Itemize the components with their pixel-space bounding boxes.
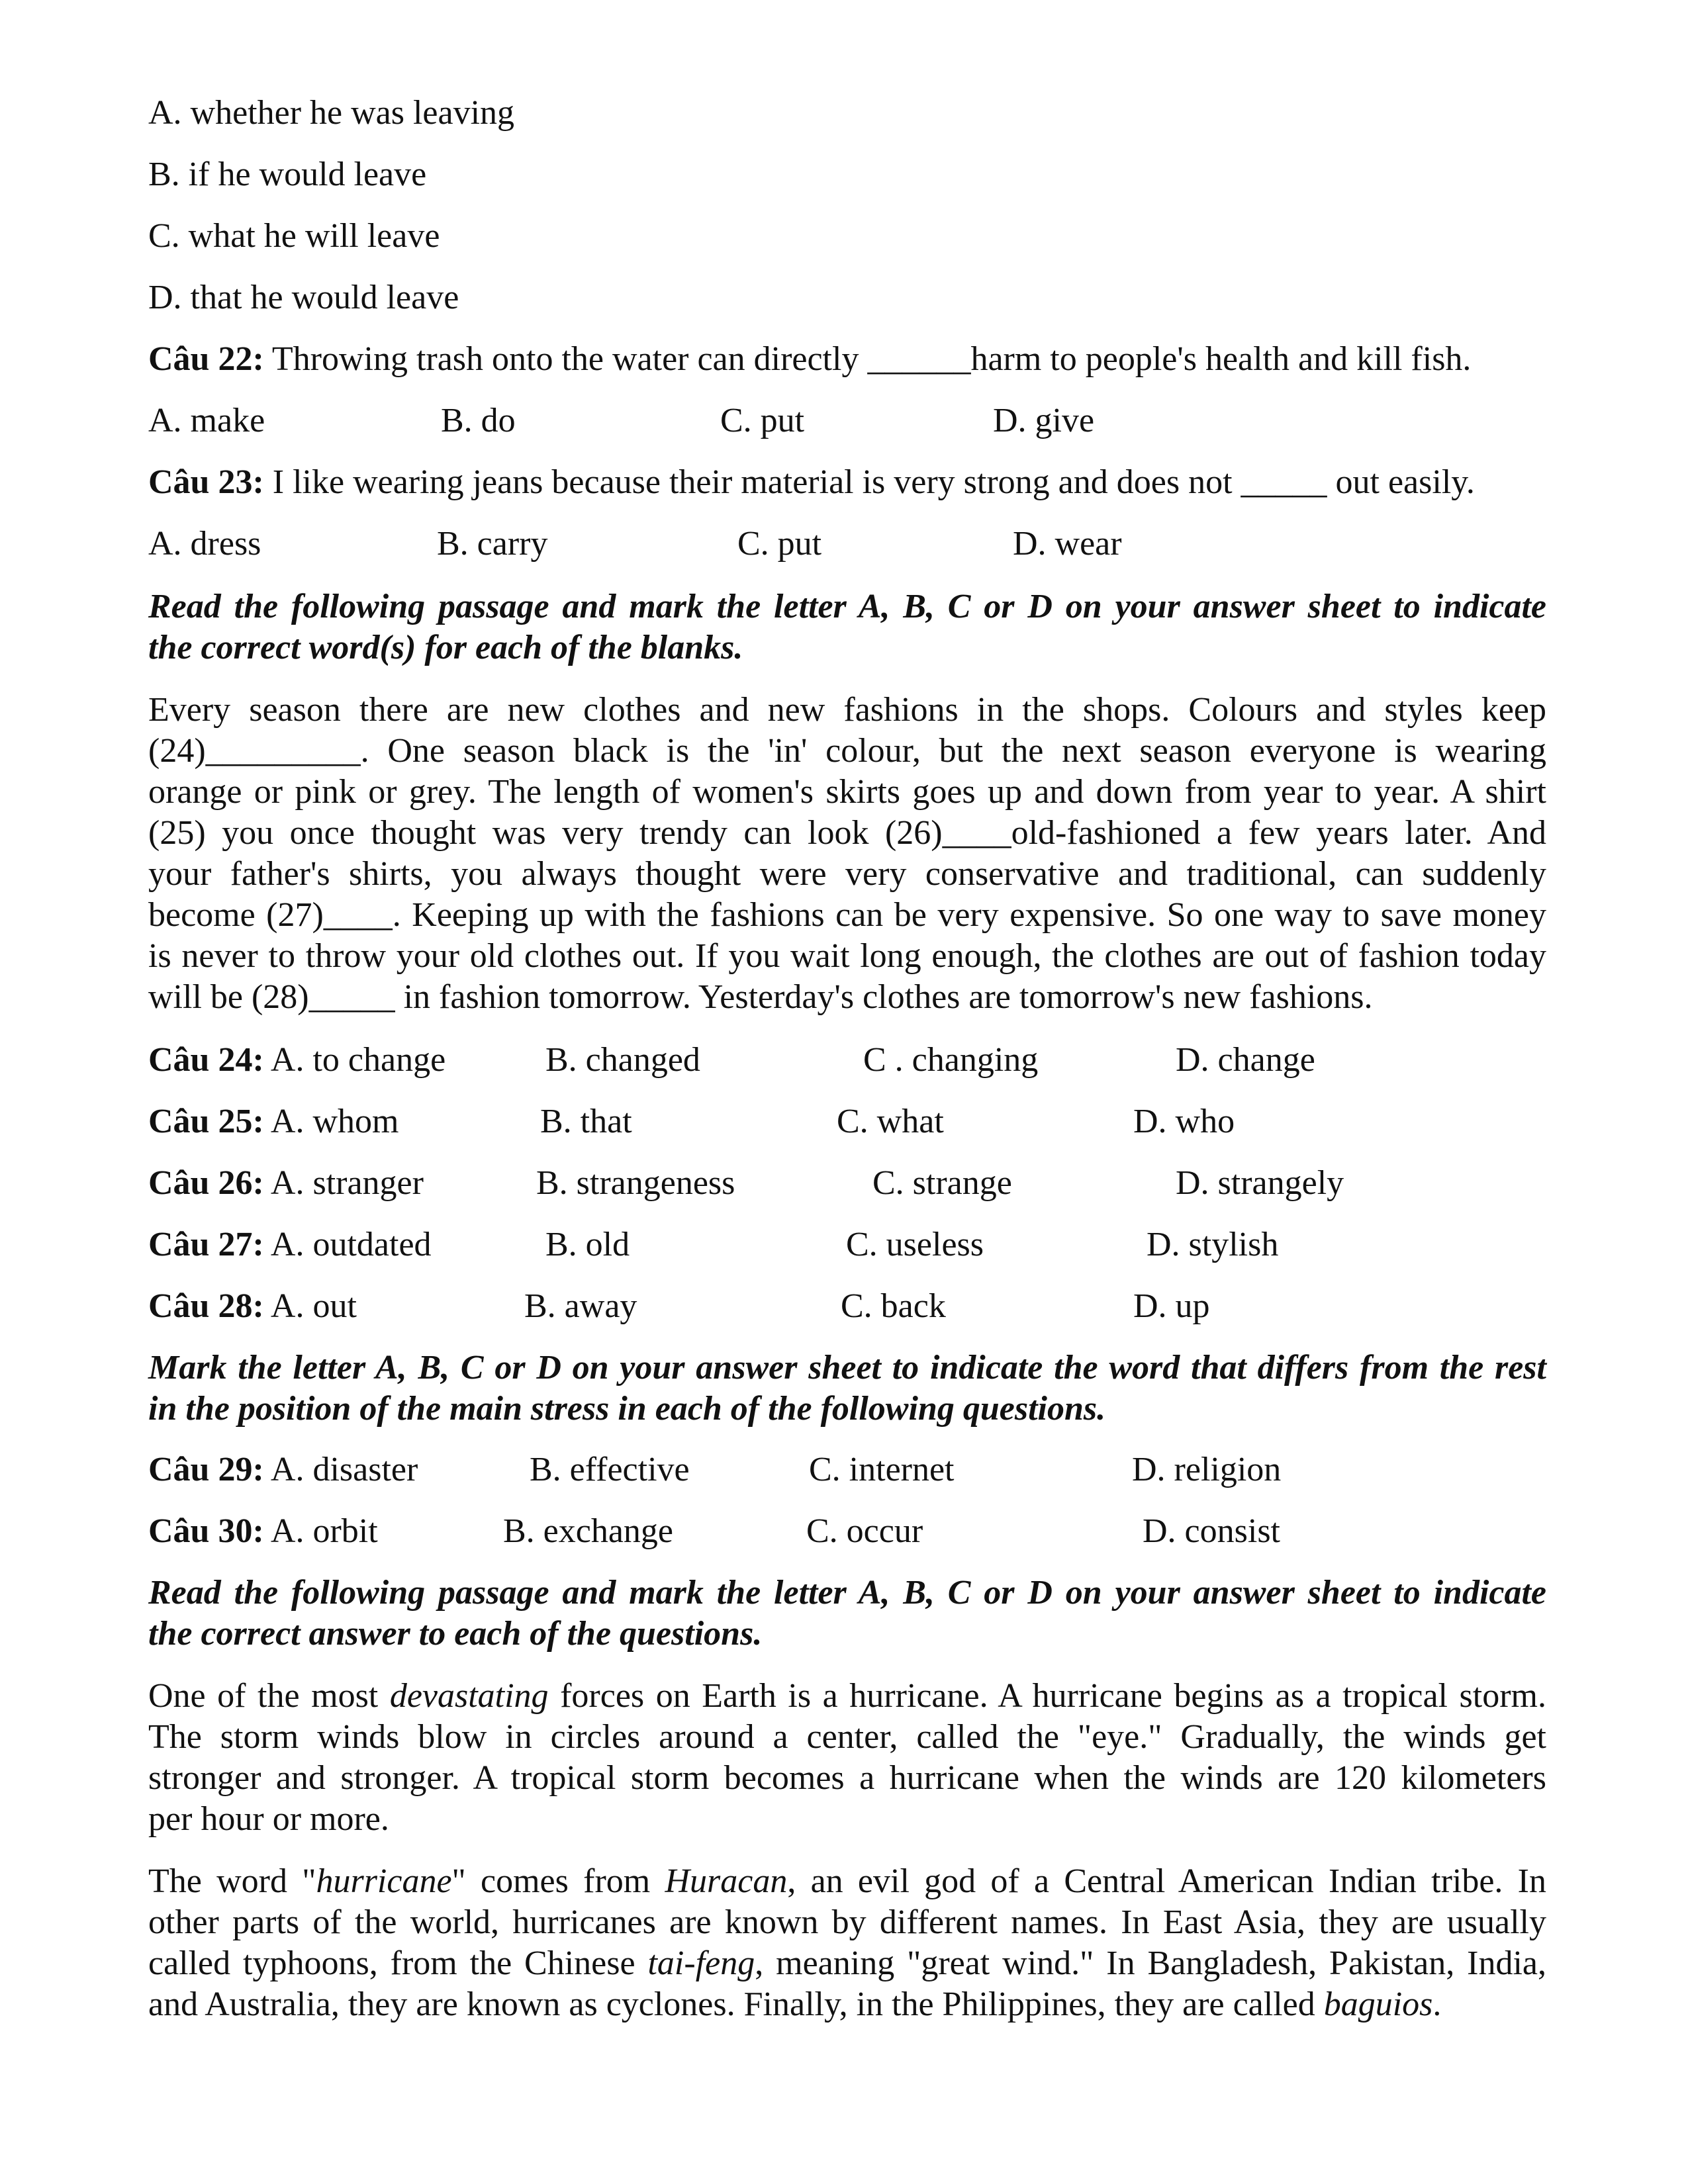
q28-option-b: B. away (524, 1287, 637, 1325)
q28-option-c: C. back (841, 1287, 946, 1325)
text-run: One of the most (148, 1677, 390, 1715)
text-run: called typhoons, from the Chinese (148, 1944, 648, 1982)
q24-option-c: C . changing (863, 1041, 1039, 1079)
q27-option-c: C. useless (846, 1226, 984, 1263)
passage-line (148, 1943, 1546, 1984)
emphasized-word: hurricane (316, 1862, 452, 1900)
q30-option-c: C. occur (806, 1512, 923, 1550)
instruction-cloze (148, 586, 1546, 668)
q24-option-a: A. to change (263, 1041, 446, 1079)
q23-option-d: D. wear (1013, 525, 1122, 563)
text-run: , meaning "great wind." In Bangladesh, Pakistan, India, (755, 1944, 1546, 1982)
question-22 (148, 339, 1471, 380)
instruction-stress (148, 1347, 1546, 1430)
passage-line: (24)_________. One season black is the 'in' colour, but the next season everyone is wearing (148, 732, 1546, 770)
question-27 (148, 1224, 432, 1265)
question-label: Câu 28: (148, 1287, 264, 1325)
question-29 (148, 1449, 418, 1490)
question-label: Câu 30: (148, 1512, 264, 1550)
text-run: " comes from (451, 1862, 665, 1900)
q30-option-b: B. exchange (503, 1512, 674, 1550)
q22-option-a: A. make (148, 402, 265, 439)
q25-option-a: A. whom (263, 1103, 399, 1140)
q29-option-c: C. internet (809, 1451, 955, 1488)
question-label: Câu 25: (148, 1103, 264, 1140)
q26-option-d: D. strangely (1176, 1164, 1344, 1202)
passage-line (148, 1676, 1546, 1717)
passage-line: per hour or more. (148, 1800, 389, 1838)
q22-option-c: C. put (720, 402, 805, 439)
question-23 (148, 462, 1475, 503)
emphasized-word: tai-feng (647, 1944, 755, 1982)
passage-line: orange or pink or grey. The length of women's skirts goes up and down from year to year. A shirt (148, 773, 1546, 811)
q22-option-d: D. give (993, 402, 1095, 439)
q30-option-d: D. consist (1143, 1512, 1280, 1550)
instruction-reading (148, 1572, 1546, 1655)
passage-line: stronger and stronger. A tropical storm becomes a hurricane when the winds are 120 kilometers (148, 1759, 1546, 1797)
passage-line: your father's shirts, you always thought were very conservative and traditional, can suddenly (148, 855, 1546, 893)
question-text: Throwing trash onto the water can directly ______harm to people's health and kill fish. (263, 340, 1472, 378)
instruction-line: the correct word(s) for each of the blanks. (148, 629, 743, 666)
emphasized-word: baguios (1323, 1985, 1433, 2023)
q23-option-c: C. put (737, 525, 822, 563)
question-24 (148, 1040, 445, 1081)
passage-line (148, 1984, 1546, 2025)
q26-option-c: C. strange (872, 1164, 1012, 1202)
instruction-line: Read the following passage and mark the letter A, B, C or D on your answer sheet to indicate (148, 1574, 1546, 1612)
passage-line: will be (28)_____ in fashion tomorrow. Yesterday's clothes are tomorrow's new fashions. (148, 978, 1373, 1016)
text-run: . (1432, 1985, 1442, 2023)
text-run: The word " (148, 1862, 316, 1900)
instruction-line: in the position of the main stress in each of the following questions. (148, 1390, 1106, 1428)
q23-option-b: B. carry (437, 525, 548, 563)
reading-paragraph-1 (148, 1676, 1546, 1840)
text-run: and Australia, they are known as cyclones. Finally, in the Philippines, they are called (148, 1985, 1324, 2023)
question-text: I like wearing jeans because their material is very strong and does not _____ out easily. (263, 463, 1475, 501)
instruction-line: Mark the letter A, B, C or D on your answer sheet to indicate the word that differs from the rest (148, 1349, 1546, 1387)
question-label: Câu 29: (148, 1451, 264, 1488)
question-label: Câu 26: (148, 1164, 264, 1202)
q25-option-b: B. that (540, 1103, 632, 1140)
option-a: A. whether he was leaving (148, 94, 515, 132)
q29-option-a: A. disaster (263, 1451, 418, 1488)
q29-option-b: B. effective (530, 1451, 690, 1488)
emphasized-word: devastating (389, 1677, 549, 1715)
instruction-line: the correct answer to each of the questions. (148, 1615, 763, 1653)
q29-option-d: D. religion (1132, 1451, 1282, 1488)
q26-option-b: B. strangeness (536, 1164, 735, 1202)
question-label: Câu 27: (148, 1226, 264, 1263)
question-30 (148, 1511, 378, 1552)
q26-option-a: A. stranger (263, 1164, 424, 1202)
q27-option-d: D. stylish (1147, 1226, 1279, 1263)
q30-option-a: A. orbit (263, 1512, 378, 1550)
text-run: forces on Earth is a hurricane. A hurricane begins as a tropical storm. (548, 1677, 1547, 1715)
passage-line: Every season there are new clothes and new fashions in the shops. Colours and styles keep (148, 691, 1546, 729)
passage-line: The storm winds blow in circles around a center, called the "eye." Gradually, the winds get (148, 1718, 1546, 1756)
q24-option-d: D. change (1176, 1041, 1315, 1079)
option-b: B. if he would leave (148, 156, 427, 193)
q27-option-a: A. outdated (263, 1226, 432, 1263)
q28-option-a: A. out (263, 1287, 357, 1325)
q22-option-b: B. do (441, 402, 516, 439)
reading-paragraph-2 (148, 1861, 1546, 2025)
passage-line: become (27)____. Keeping up with the fashions can be very expensive. So one way to save money (148, 896, 1546, 934)
question-26 (148, 1163, 424, 1204)
emphasized-word: Huracan (665, 1862, 788, 1900)
q27-option-b: B. old (545, 1226, 630, 1263)
q28-option-d: D. up (1133, 1287, 1210, 1325)
cloze-passage (148, 690, 1546, 1018)
text-run: , an evil god of a Central American Indian tribe. In (787, 1862, 1546, 1900)
question-28 (148, 1286, 357, 1327)
q25-option-c: C. what (837, 1103, 944, 1140)
q25-option-d: D. who (1133, 1103, 1235, 1140)
option-c: C. what he will leave (148, 217, 440, 255)
instruction-line: Read the following passage and mark the letter A, B, C or D on your answer sheet to indicate (148, 588, 1546, 625)
question-25 (148, 1101, 399, 1142)
question-label: Câu 22: (148, 340, 264, 378)
q24-option-b: B. changed (545, 1041, 700, 1079)
question-label: Câu 24: (148, 1041, 264, 1079)
option-d: D. that he would leave (148, 279, 459, 316)
question-label: Câu 23: (148, 463, 264, 501)
q23-option-a: A. dress (148, 525, 261, 563)
passage-line: is never to throw your old clothes out. If you wait long enough, the clothes are out of fashion today (148, 937, 1546, 975)
passage-line: other parts of the world, hurricanes are known by different names. In East Asia, they are usually (148, 1903, 1546, 1941)
passage-line (148, 1861, 1546, 1902)
passage-line: (25) you once thought was very trendy can look (26)____old-fashioned a few years later. And (148, 814, 1546, 852)
